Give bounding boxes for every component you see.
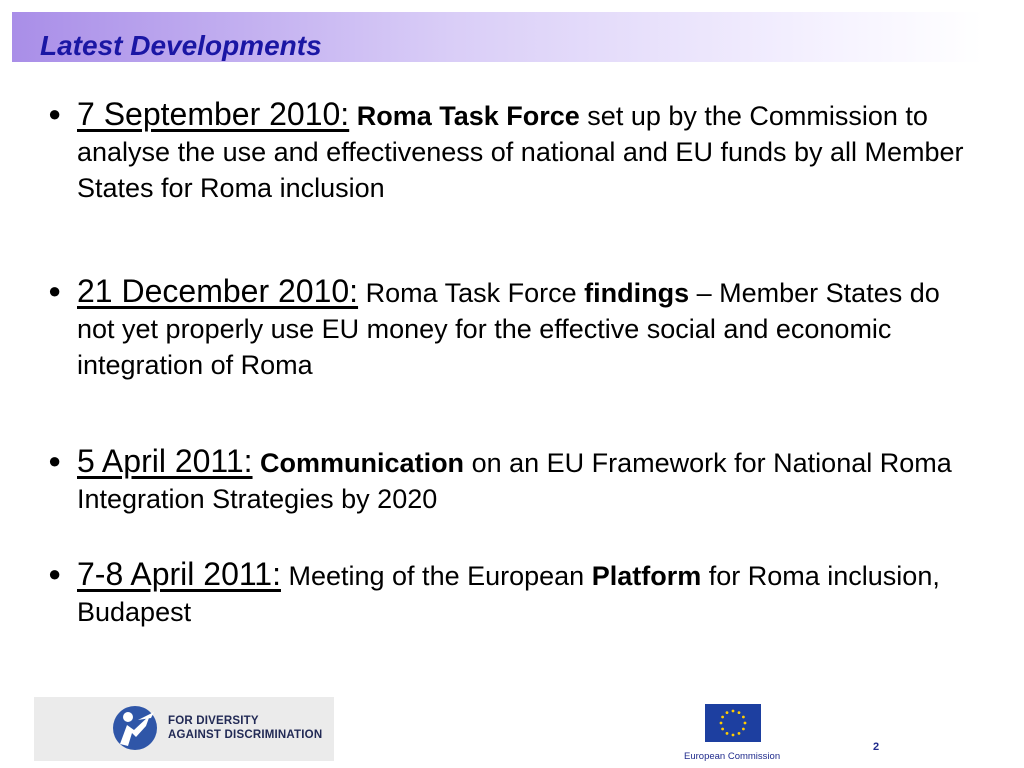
bullet-item	[48, 273, 968, 383]
bullet-pre: Roma Task Force	[358, 278, 585, 308]
bullet-post: on an EU Framework for National Roma Integration Strategies by 2020	[77, 448, 952, 514]
bullet-post: set up by the Commission to analyse the use and effectiveness of national and EU funds by all Member States for Roma inclusion	[77, 101, 964, 203]
bullet-date: 7 September 2010:	[77, 96, 350, 132]
bullet-item	[48, 443, 968, 517]
bullet-pre	[253, 448, 261, 478]
eu-flag-icon	[705, 704, 761, 742]
bullet-pre	[349, 101, 357, 131]
slide-title: Latest Developments	[40, 30, 322, 61]
bullet-keyword: Communication	[260, 448, 465, 478]
bullet-dot: ●	[48, 101, 62, 126]
bullet-text	[77, 556, 968, 630]
bullet-date: 21 December 2010:	[77, 273, 359, 309]
bullet-date: 5 April 2011:	[77, 443, 253, 479]
bullet-date: 7-8 April 2011:	[77, 556, 281, 592]
logo-line-1: FOR DIVERSITY	[168, 715, 259, 727]
bullet-post: – Member States do not yet properly use EU money for the effective social and economic integration of Roma	[77, 278, 940, 380]
bullet-dot: ●	[48, 448, 62, 473]
bullet-item	[48, 556, 968, 630]
bullet-text	[77, 443, 968, 517]
bullet-keyword: Roma Task Force	[356, 101, 580, 131]
bullet-keyword: findings	[584, 278, 690, 308]
logo-text	[168, 714, 322, 742]
logo-line-2: AGAINST DISCRIMINATION	[168, 729, 323, 741]
diversity-logo	[34, 697, 334, 761]
bullet-pre: Meeting of the European	[280, 561, 592, 591]
diversity-figure-icon	[110, 704, 160, 752]
page-number: 2	[873, 741, 880, 753]
bullet-item	[48, 96, 968, 206]
bullet-dot: ●	[48, 561, 62, 586]
bullet-dot: ●	[48, 278, 62, 303]
bullet-text	[77, 273, 968, 383]
bullet-text	[77, 96, 968, 206]
bullet-keyword: Platform	[591, 561, 702, 591]
bullet-post: for Roma inclusion, Budapest	[77, 561, 940, 627]
european-commission-label: European Commission	[684, 751, 781, 762]
